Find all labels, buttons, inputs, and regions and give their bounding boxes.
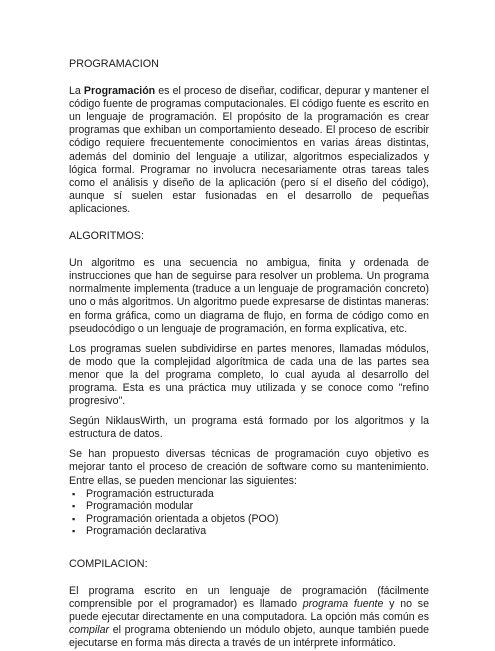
text-segment: y no se puede ejecutar directamente en una computadora. La opción más común es <box>69 598 429 624</box>
techniques-list <box>69 488 429 538</box>
bullet-icon: ▪ <box>72 513 76 524</box>
heading-algoritmos: ALGORITMOS: <box>69 230 144 243</box>
heading-programacion: PROGRAMACION <box>69 58 159 70</box>
paragraph-tecnicas: Se han propuesto diversas técnicas de programación cuyo objetivo es mejorar tanto el proceso de creación de software como su mantenimiento. Entre ellas, se pueden mencionar las siguientes: <box>69 448 429 487</box>
list-item-label: Programación estructurada <box>86 487 214 500</box>
text-segment: es el proceso de diseñar, codificar, depurar y mantener el código fuente de programas computacionales. El código fuente es escrito en un lenguaje de programación. El propósito de la programación es crear programas que exhiban un comportamiento deseado. El proceso de escribir código requiere frecuentemente conocimientos en varias áreas distintas, además del dominio del lenguaje a utilizar, algoritmos especializados y lógica formal. Programar no involucra necesariamente otras tareas tales como el análisis y diseño de la aplicación (pero sí el diseño del código), aunque sí suelen estar fusionadas en el desarrollo de pequeñas aplicaciones. <box>69 85 429 215</box>
paragraph-modulos: Los programas suelen subdividirse en partes menores, llamadas módulos, de modo que la complejidad algorítmica de cada una de las partes sea menor que la del programa completo, lo cual ayuda al desarrollo del programa. Esta es una práctica muy utilizada y se conoce como "refino progresivo". <box>69 342 429 408</box>
list-item <box>69 500 429 513</box>
italic-term-compilar: compilar <box>69 624 110 637</box>
list-item <box>69 513 429 526</box>
list-item <box>69 488 429 501</box>
list-item-label: Programación orientada a objetos (POO) <box>86 512 279 525</box>
text-segment: La <box>69 85 84 98</box>
bullet-icon: ▪ <box>72 526 76 537</box>
bullet-icon: ▪ <box>72 501 76 512</box>
list-item <box>69 525 429 538</box>
list-item-label: Programación modular <box>86 500 194 513</box>
list-item-label: Programación declarativa <box>86 525 207 538</box>
paragraph-algoritmo-definicion: Un algoritmo es una secuencia no ambigua, finita y ordenada de instrucciones que han de seguirse para resolver un problema. Un programa normalmente implementa (traduce a un lenguaje de programación concreto) uno o más algoritmos. Un algoritmo puede expresarse de distintas maneras: en forma gráfica, como un diagrama de flujo, en forma de código como en pseudocódigo o un lenguaje de programación, en forma explicativa, etc. <box>69 257 429 335</box>
text-segment: El programa escrito en un lenguaje de programación (fácilmente comprensible por el programador) es llamado <box>69 585 429 611</box>
bold-term-programacion: Programación <box>83 85 156 98</box>
bullet-icon: ▪ <box>72 488 76 499</box>
paragraph-compilacion <box>69 585 429 650</box>
italic-term-programa-fuente: programa fuente <box>302 598 384 611</box>
text-segment: el programa obteniendo un módulo objeto, aunque también puede ejecutarse en forma más directa a través de un intérprete informático. <box>69 624 429 650</box>
paragraph-wirth: Según NiklausWirth, un programa está formado por los algoritmos y la estructura de datos. <box>69 415 429 441</box>
paragraph-programacion <box>69 85 429 216</box>
heading-compilacion: COMPILACION: <box>69 558 148 570</box>
